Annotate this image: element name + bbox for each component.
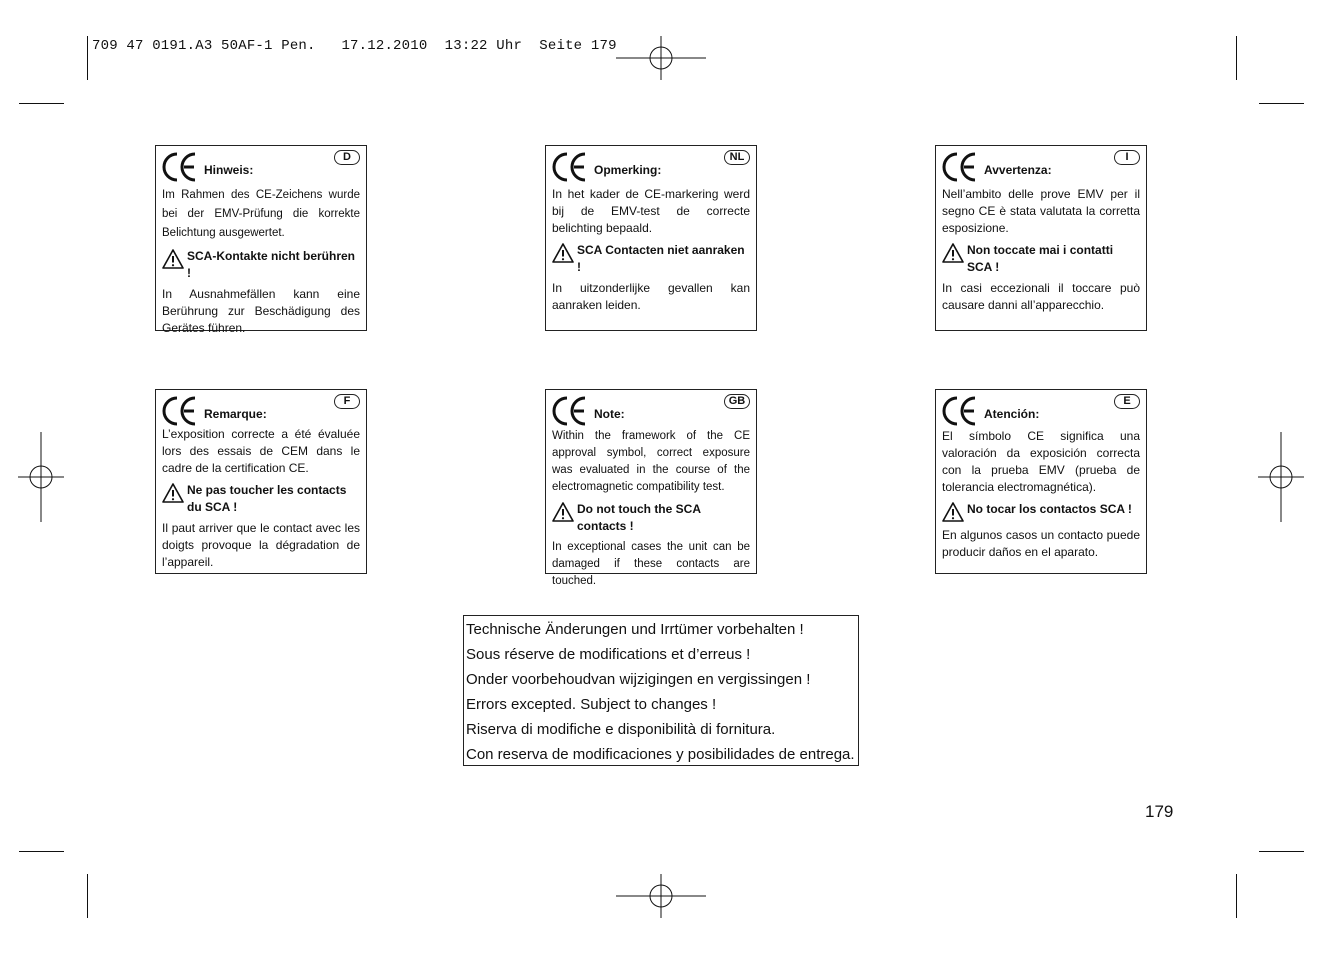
disclaimer-line-nl: Onder voorbehoudvan wijzigingen en vergissingen ! [466, 671, 811, 688]
notice-text-secondary: In casi eccezionali il toccare può causare danni all’apparecchio. [942, 281, 1140, 312]
notice-text: Nell’ambito delle prove EMV per il segno CE è stata valutata la corretta esposizione. [942, 187, 1140, 235]
warning-row [162, 248, 360, 282]
notice-text: Within the framework of the CE approval symbol, correct exposure was evaluated in the course of the electromagnetic compatibility test. [552, 430, 750, 493]
warning-text: No tocar los contactos SCA ! [967, 502, 1132, 516]
ce-mark-icon [552, 395, 588, 427]
warning-row [942, 501, 1140, 523]
warning-text: Do not touch the SCA contacts ! [577, 502, 701, 533]
page-number: 179 [1145, 802, 1174, 821]
crop-mark [1236, 874, 1237, 918]
warning-row [942, 242, 1140, 276]
notice-title: Opmerking: [594, 163, 662, 177]
warning-triangle-icon [942, 243, 964, 263]
notice-text-secondary: In Ausnahmefällen kann eine Berührung zur Beschädigung des Gerätes führen. [162, 287, 360, 335]
language-badge: D [334, 150, 360, 165]
notice-text: El símbolo CE significa una valoración da exposición correcta con la prueba EMV (prueba de tolerancia electromagnética). [942, 429, 1140, 494]
warning-triangle-icon [552, 502, 574, 522]
disclaimer-line-it: Riserva di modifiche e disponibilità di fornitura. [466, 721, 776, 738]
ce-mark-icon [552, 151, 588, 183]
disclaimer-line-fr: Sous réserve de modifications et d’erreus ! [466, 646, 751, 663]
language-badge: E [1114, 394, 1140, 409]
notice-text: L’exposition correcte a été évaluée lors des essais de CEM dans le cadre de la certification CE. [162, 427, 360, 475]
notice-box-e [935, 389, 1147, 574]
notice-text: Im Rahmen des CE-Zeichens wurde bei der EMV-Prüfung die korrekte Belichtung ausgewertet. [162, 189, 360, 239]
registration-mark-icon [616, 874, 706, 918]
crop-mark [1259, 103, 1304, 104]
notice-text-secondary: En algunos casos un contacto puede producir daños en el aparato. [942, 528, 1140, 559]
crop-mark [19, 851, 64, 852]
crop-mark [87, 36, 88, 80]
warning-row [552, 501, 750, 535]
warning-row [552, 242, 750, 276]
notice-box-nl [545, 145, 757, 331]
notice-title: Remarque: [204, 407, 267, 421]
notice-box-gb [545, 389, 757, 587]
warning-text: Ne pas toucher les contacts du SCA ! [187, 483, 347, 514]
disclaimer-line-de: Technische Änderungen und Irrtümer vorbehalten ! [466, 621, 804, 638]
registration-mark-icon [18, 432, 64, 522]
language-badge: NL [724, 150, 750, 165]
warning-triangle-icon [552, 243, 574, 263]
registration-mark-icon [1258, 432, 1304, 522]
notice-title: Avvertenza: [984, 163, 1052, 177]
notice-box-f [155, 389, 367, 574]
notice-text-secondary: In exceptional cases the unit can be damaged if these contacts are touched. [552, 541, 750, 587]
language-badge: F [334, 394, 360, 409]
disclaimer-box [463, 615, 859, 766]
warning-row [162, 482, 360, 516]
ce-mark-icon [162, 395, 198, 427]
print-slug: 709 47 0191.A3 50AF-1 Pen. 17.12.2010 13:22 Uhr Seite 179 [92, 38, 617, 54]
crop-mark [1259, 851, 1304, 852]
warning-triangle-icon [942, 502, 964, 522]
ce-mark-icon [942, 395, 978, 427]
crop-mark [19, 103, 64, 104]
warning-triangle-icon [162, 249, 184, 269]
ce-mark-icon [942, 151, 978, 183]
notice-text-secondary: Il paut arriver que le contact avec les doigts provoque la dégradation de l’appareil. [162, 521, 360, 569]
notice-title: Atención: [984, 407, 1040, 421]
warning-text: Non toccate mai i contatti SCA ! [967, 243, 1114, 274]
notice-title: Hinweis: [204, 163, 254, 177]
language-badge: GB [724, 394, 750, 409]
registration-mark-icon [616, 36, 706, 80]
notice-title: Note: [594, 407, 625, 421]
notice-text-secondary: In uitzonderlijke gevallen kan aanraken leiden. [552, 281, 750, 312]
language-badge: I [1114, 150, 1140, 165]
warning-text: SCA-Kontakte nicht berühren ! [187, 249, 356, 280]
ce-mark-icon [162, 151, 198, 183]
disclaimer-line-en: Errors excepted. Subject to changes ! [466, 696, 717, 713]
disclaimer-line-es: Con reserva de modificaciones y posibilidades de entrega. [466, 746, 855, 763]
warning-text: SCA Contacten niet aanraken ! [577, 243, 745, 274]
notice-box-d [155, 145, 367, 335]
crop-mark [1236, 36, 1237, 80]
crop-mark [87, 874, 88, 918]
notice-text: In het kader de CE-markering werd bij de EMV-test de correcte belichting bepaald. [552, 187, 750, 235]
warning-triangle-icon [162, 483, 184, 503]
notice-box-i [935, 145, 1147, 331]
